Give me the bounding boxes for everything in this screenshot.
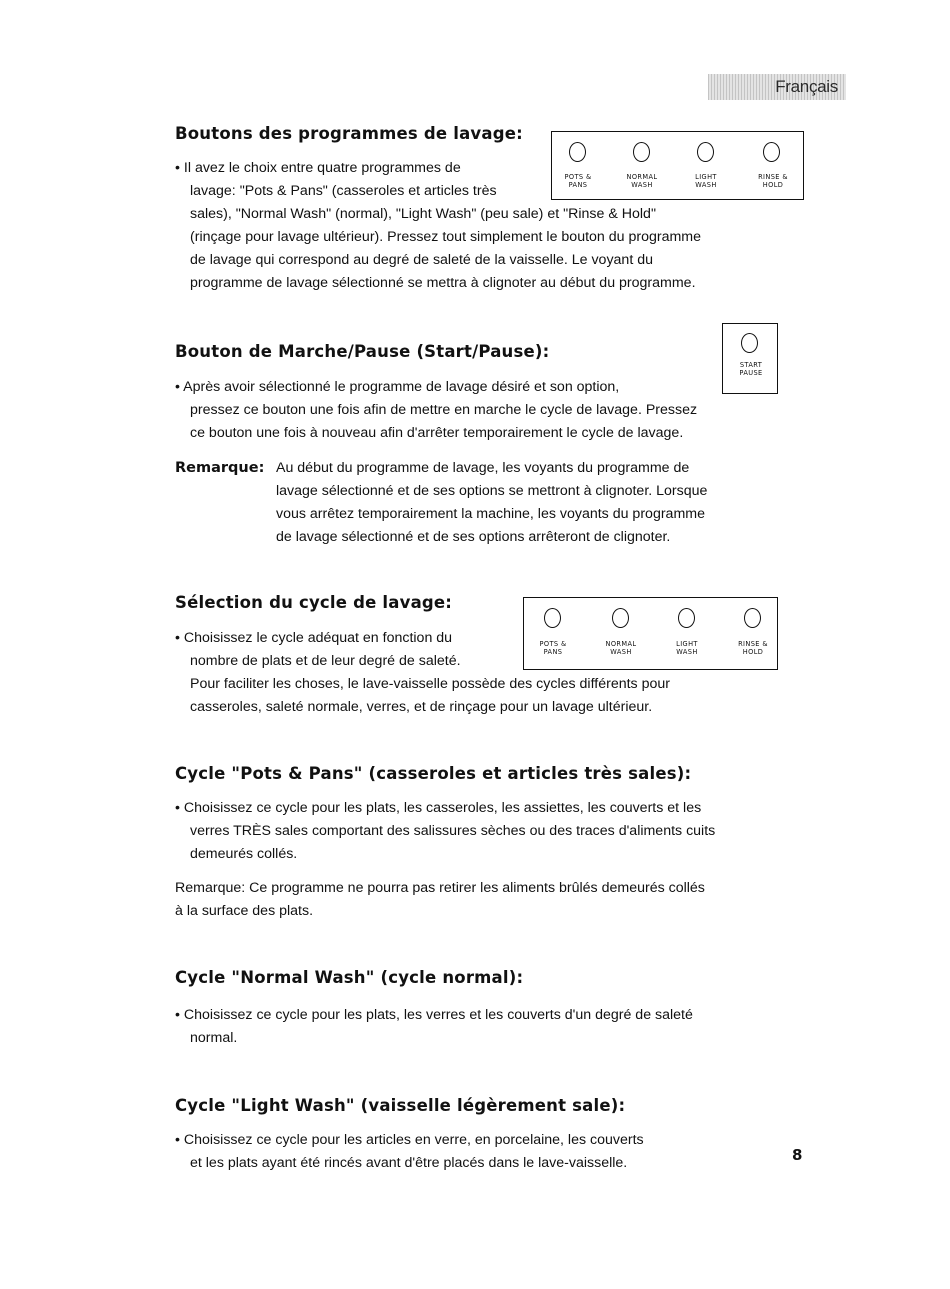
pots-pans-line-1: • Choisissez ce cycle pour les plats, les casseroles, les assiettes, les couverts et les [175,800,702,816]
section-title-programmes: Boutons des programmes de lavage: [175,124,523,143]
selection-line-2: nombre de plats et de leur degré de saleté. [190,653,461,669]
pots-pans-button[interactable] [569,142,586,162]
pots-pans-line-3: demeurés collés. [190,846,298,862]
section-title-selection: Sélection du cycle de lavage: [175,593,453,612]
pots-pans-button[interactable] [544,608,561,628]
light-wash-label: LIGHT WASH [676,640,698,656]
start-pause-line-1: • Après avoir sélectionné le programme de lavage désiré et son option, [175,379,620,395]
start-pause-panel [722,323,778,394]
remark-line-1: Au début du programme de lavage, les voyants du programme de [276,460,690,476]
programmes-line-4: (rinçage pour lavage ultérieur). Pressez tout simplement le bouton du programme [190,229,702,245]
selection-line-3: Pour faciliter les choses, le lave-vaisselle possède des cycles différents pour [190,676,670,692]
section-title-light-wash: Cycle "Light Wash" (vaisselle légèrement sale): [175,1096,626,1115]
light-wash-button[interactable] [697,142,714,162]
programmes-line-5: de lavage qui correspond au degré de saleté de la vaisselle. Le voyant du [190,252,653,268]
pots-pans-remark-line-1: Remarque: Ce programme ne pourra pas retirer les aliments brûlés demeurés collés [175,880,705,896]
normal-wash-button[interactable] [633,142,650,162]
remark-line-3: vous arrêtez temporairement la machine, les voyants du programme [276,506,705,522]
light-wash-button[interactable] [678,608,695,628]
selection-line-4: casseroles, saleté normale, verres, et de rinçage pour un lavage ultérieur. [190,699,653,715]
cycle-selection-panel [523,597,778,670]
remark-label: Remarque: [175,460,265,476]
start-pause-button[interactable] [741,333,758,353]
section-title-normal-wash: Cycle "Normal Wash" (cycle normal): [175,968,524,987]
remark-line-4: de lavage sélectionné et de ses options arrêteront de clignoter. [276,529,671,545]
language-tab: Français [708,74,846,100]
pots-pans-label: POTS & PANS [539,640,567,656]
pots-pans-line-2: verres TRÈS sales comportant des salissures sèches ou des traces d'aliments cuits [190,823,716,839]
rinse-hold-label: RINSE & HOLD [758,173,788,189]
section-title-start-pause: Bouton de Marche/Pause (Start/Pause): [175,342,550,361]
pots-pans-label: POTS & PANS [564,173,592,189]
light-wash-line-2: et les plats ayant été rincés avant d'être placés dans le lave-vaisselle. [190,1155,628,1171]
remark-line-2: lavage sélectionné et de ses options se mettront à clignoter. Lorsque [276,483,708,499]
normal-wash-line-2: normal. [190,1030,238,1046]
start-pause-line-3: ce bouton une fois à nouveau afin d'arrêter temporairement le cycle de lavage. [190,425,684,441]
light-wash-line-1: • Choisissez ce cycle pour les articles en verre, en porcelaine, les couverts [175,1132,644,1148]
rinse-hold-label: RINSE & HOLD [738,640,768,656]
page-number: 8 [792,1146,803,1164]
pots-pans-remark-line-2: à la surface des plats. [175,903,314,919]
section-title-pots-pans: Cycle "Pots & Pans" (casseroles et articles très sales): [175,764,692,783]
programmes-line-6: programme de lavage sélectionné se mettra à clignoter au début du programme. [190,275,696,291]
programmes-line-2: lavage: "Pots & Pans" (casseroles et articles très [190,183,497,199]
light-wash-label: LIGHT WASH [695,173,717,189]
normal-wash-label: NORMAL WASH [605,640,637,656]
programme-buttons-panel [551,131,804,200]
normal-wash-line-1: • Choisissez ce cycle pour les plats, les verres et les couverts d'un degré de saleté [175,1007,693,1023]
normal-wash-label: NORMAL WASH [626,173,658,189]
programmes-line-1: • Il avez le choix entre quatre programmes de [175,160,461,176]
normal-wash-button[interactable] [612,608,629,628]
start-pause-line-2: pressez ce bouton une fois afin de mettre en marche le cycle de lavage. Pressez [190,402,698,418]
selection-line-1: • Choisissez le cycle adéquat en fonction du [175,630,453,646]
programmes-line-3: sales), "Normal Wash" (normal), "Light Wash" (peu sale) et "Rinse & Hold" [190,206,656,222]
rinse-hold-button[interactable] [763,142,780,162]
start-pause-label: START PAUSE [739,361,763,377]
rinse-hold-button[interactable] [744,608,761,628]
